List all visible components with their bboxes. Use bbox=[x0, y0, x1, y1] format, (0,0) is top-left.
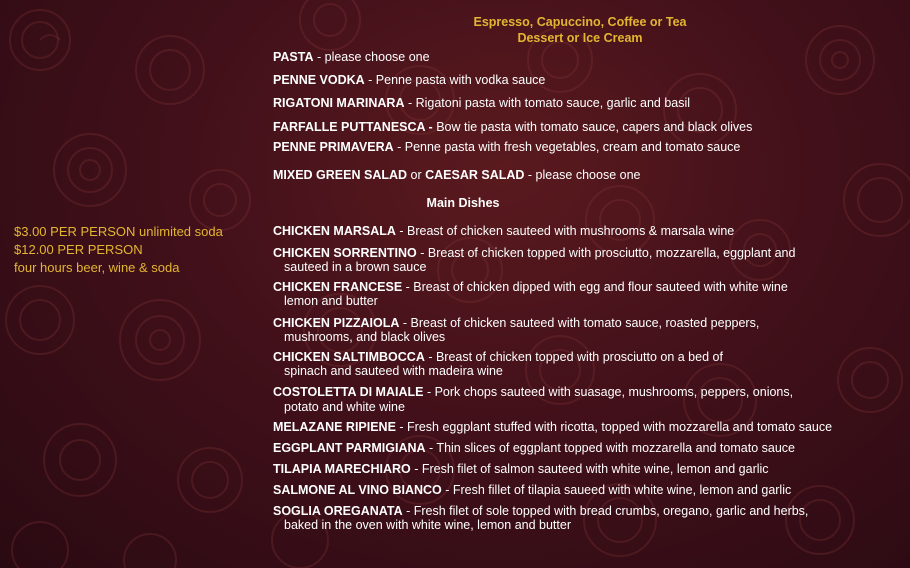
menu-item-main: MELAZANE RIPIENE - Fresh eggplant stuffed with ricotta, topped with mozzarella and tomato sauce bbox=[273, 420, 833, 434]
menu-item-pasta: PENNE PRIMAVERA - Penne pasta with fresh vegetables, cream and tomato sauce bbox=[273, 140, 741, 154]
menu-item-pasta: FARFALLE PUTTANESCA - Bow tie pasta with tomato sauce, capers and black olives bbox=[273, 120, 753, 134]
menu-item-continuation: potato and white wine bbox=[284, 400, 405, 414]
dessert-header bbox=[380, 14, 780, 46]
menu-item-pasta: PENNE VODKA - Penne pasta with vodka sauce bbox=[273, 73, 546, 87]
pasta-heading: PASTA - please choose one bbox=[273, 50, 430, 64]
bar-description: four hours beer, wine & soda bbox=[14, 260, 180, 275]
menu-item-main: CHICKEN PIZZAIOLA - Breast of chicken sauteed with tomato sauce, roasted peppers, bbox=[273, 316, 760, 330]
menu-item-main: COSTOLETTA DI MAIALE - Pork chops sauteed with suasage, mushrooms, peppers, onions, bbox=[273, 385, 794, 399]
menu-item-main: SOGLIA OREGANATA - Fresh filet of sole topped with bread crumbs, oregano, garlic and herbs, bbox=[273, 504, 809, 518]
dessert-line: Dessert or Ice Cream bbox=[517, 31, 643, 45]
main-dishes-title: Main Dishes bbox=[426, 196, 500, 210]
salad-line: MIXED GREEN SALAD or CAESAR SALAD - please choose one bbox=[273, 168, 641, 182]
menu-item-pasta: RIGATONI MARINARA - Rigatoni pasta with tomato sauce, garlic and basil bbox=[273, 96, 691, 110]
coffee-line: Espresso, Capuccino, Coffee or Tea bbox=[473, 15, 687, 29]
menu-item-main: CHICKEN FRANCESE - Breast of chicken dipped with egg and flour sauteed with white wine bbox=[273, 280, 788, 294]
menu-item-main: EGGPLANT PARMIGIANA - Thin slices of eggplant topped with mozzarella and tomato sauce bbox=[273, 441, 795, 455]
menu-item-continuation: spinach and sauteed with madeira wine bbox=[284, 364, 503, 378]
menu-item-continuation: lemon and butter bbox=[284, 294, 378, 308]
bar-price: $12.00 PER PERSON bbox=[14, 242, 143, 257]
menu-item-main: SALMONE AL VINO BIANCO - Fresh fillet of tilapia saueed with white wine, lemon and garlic bbox=[273, 483, 792, 497]
menu-item-main: CHICKEN MARSALA - Breast of chicken sauteed with mushrooms & marsala wine bbox=[273, 224, 735, 238]
menu-item-main: CHICKEN SALTIMBOCCA - Breast of chicken topped with prosciutto on a bed of bbox=[273, 350, 723, 364]
menu-item-continuation: baked in the oven with white wine, lemon and butter bbox=[284, 518, 571, 532]
soda-price: $3.00 PER PERSON unlimited soda bbox=[14, 224, 223, 239]
drink-pricing bbox=[14, 223, 223, 277]
menu-item-continuation: sauteed in a brown sauce bbox=[284, 260, 427, 274]
menu-item-main: CHICKEN SORRENTINO - Breast of chicken topped with prosciutto, mozzarella, eggplant and bbox=[273, 246, 796, 260]
menu-item-main: TILAPIA MARECHIARO - Fresh filet of salmon sauteed with white wine, lemon and garlic bbox=[273, 462, 769, 476]
menu-item-continuation: mushrooms, and black olives bbox=[284, 330, 446, 344]
